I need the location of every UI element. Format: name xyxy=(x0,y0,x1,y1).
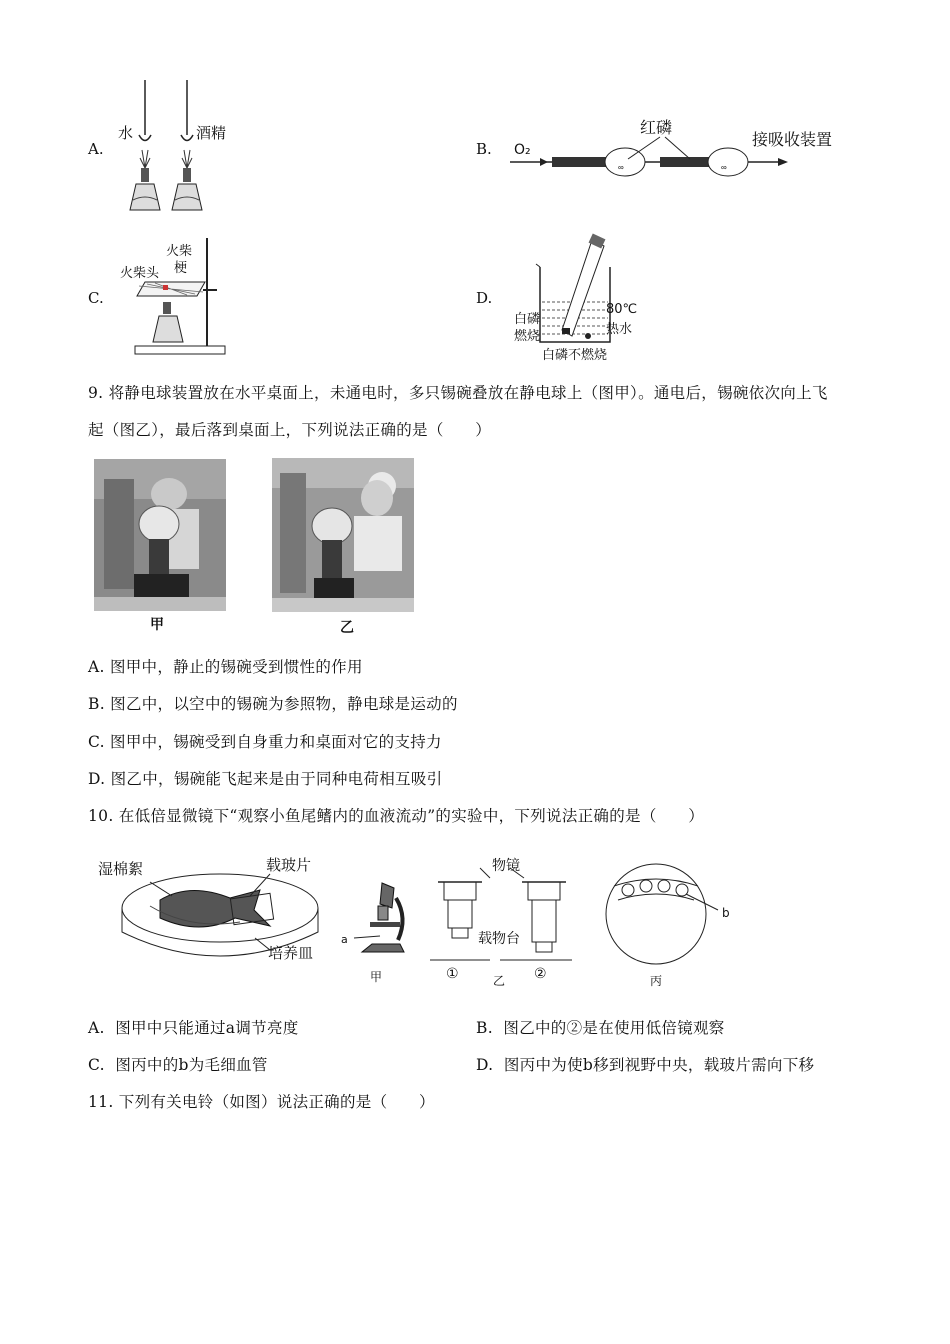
q10-option-b xyxy=(476,1016,725,1038)
label-fig-jia: 甲 xyxy=(370,970,383,984)
label-water: 水 xyxy=(118,124,134,142)
label-red-phosphorus: 红磷 xyxy=(640,118,673,137)
q8-option-b-letter: B. xyxy=(476,140,492,158)
q9-option-c: C. 图甲中，锡碗受到自身重力和桌面对它的支持力 xyxy=(88,733,442,751)
photo-jia xyxy=(94,459,226,611)
q10-stem: 10. 在低倍显微镜下“观察小鱼尾鳍内的血液流动”的实验中，下列说法正确的是（ ） xyxy=(88,807,705,825)
objective-lenses-diagram xyxy=(430,868,580,978)
label-fig-bing: 丙 xyxy=(650,974,663,988)
svg-text:∞: ∞ xyxy=(618,163,624,172)
label-a: a xyxy=(341,933,348,946)
label-burning: 燃烧 xyxy=(514,329,541,344)
photo-yi xyxy=(272,458,414,612)
petri-dish-fish-diagram xyxy=(120,870,320,980)
q8-option-d-letter: D. xyxy=(476,289,493,307)
label-petri-dish: 培养皿 xyxy=(268,944,314,962)
label-circle-1: ① xyxy=(446,966,459,982)
label-wet-cotton: 湿棉絮 xyxy=(98,860,144,878)
label-white-phosphorus: 白磷 xyxy=(514,312,541,327)
label-b: b xyxy=(722,906,730,920)
q9-stem-line2: 起（图乙），最后落到桌面上，下列说法正确的是（ ） xyxy=(88,421,492,439)
q9-stem-line1: 9. 将静电球装置放在水平桌面上，未通电时，多只锡碗叠放在静电球上（图甲）。通电后，锡碗依次向上飞 xyxy=(88,384,828,402)
label-matchstick: 火柴 xyxy=(166,244,193,259)
q10-option-d xyxy=(476,1053,814,1075)
q10-option-d-text: 图丙中为使b移到视野中央，载玻片需向下移 xyxy=(503,1056,815,1074)
label-not-burning: 白磷不燃烧 xyxy=(542,348,608,363)
microscope-diagram xyxy=(352,878,412,958)
label-photo-yi: 乙 xyxy=(340,620,354,636)
q11-stem: 11. 下列有关电铃（如图）说法正确的是（ ） xyxy=(88,1093,435,1111)
label-stage: 载物台 xyxy=(478,931,520,947)
label-80c: 80℃ xyxy=(606,302,638,317)
label-alcohol: 酒精 xyxy=(196,124,227,142)
q10-option-a-text: 图甲中只能通过a调节亮度 xyxy=(115,1019,299,1037)
label-fig-yi: 乙 xyxy=(493,974,506,988)
label-absorber: 接吸收装置 xyxy=(752,130,833,149)
label-slide: 载玻片 xyxy=(266,856,312,874)
q9-option-b: B. 图乙中，以空中的锡碗为参照物，静电球是运动的 xyxy=(88,695,458,713)
q10-option-a xyxy=(88,1016,299,1038)
q10-option-c-letter: C. xyxy=(88,1056,105,1074)
q10-option-b-text: 图乙中的②是在使用低倍镜观察 xyxy=(503,1019,725,1037)
q8-option-c-letter: C. xyxy=(88,289,104,307)
q10-option-c-text: 图丙中的b为毛细血管 xyxy=(115,1056,268,1074)
label-circle-2: ② xyxy=(534,966,547,982)
q9-option-d: D. 图乙中，锡碗能飞起来是由于同种电荷相互吸引 xyxy=(88,770,443,788)
q9-option-a: A. 图甲中，静止的锡碗受到惯性的作用 xyxy=(88,658,363,676)
label-stem: 梗 xyxy=(174,261,188,276)
label-match-head: 火柴头 xyxy=(120,266,160,281)
q8-option-a-letter: A. xyxy=(88,140,104,158)
label-photo-jia: 甲 xyxy=(150,617,164,633)
q10-option-c xyxy=(88,1053,268,1075)
svg-text:∞: ∞ xyxy=(721,163,727,172)
field-of-view-diagram xyxy=(600,864,730,964)
q10-option-a-letter: A. xyxy=(88,1019,105,1037)
label-objective: 物镜 xyxy=(492,858,520,874)
q10-option-b-letter: B. xyxy=(476,1019,493,1037)
label-o2: O₂ xyxy=(514,142,531,158)
label-hot-water: 热水 xyxy=(606,322,633,337)
alcohol-lamp-diagram xyxy=(112,80,252,215)
q10-option-d-letter: D. xyxy=(476,1056,494,1074)
